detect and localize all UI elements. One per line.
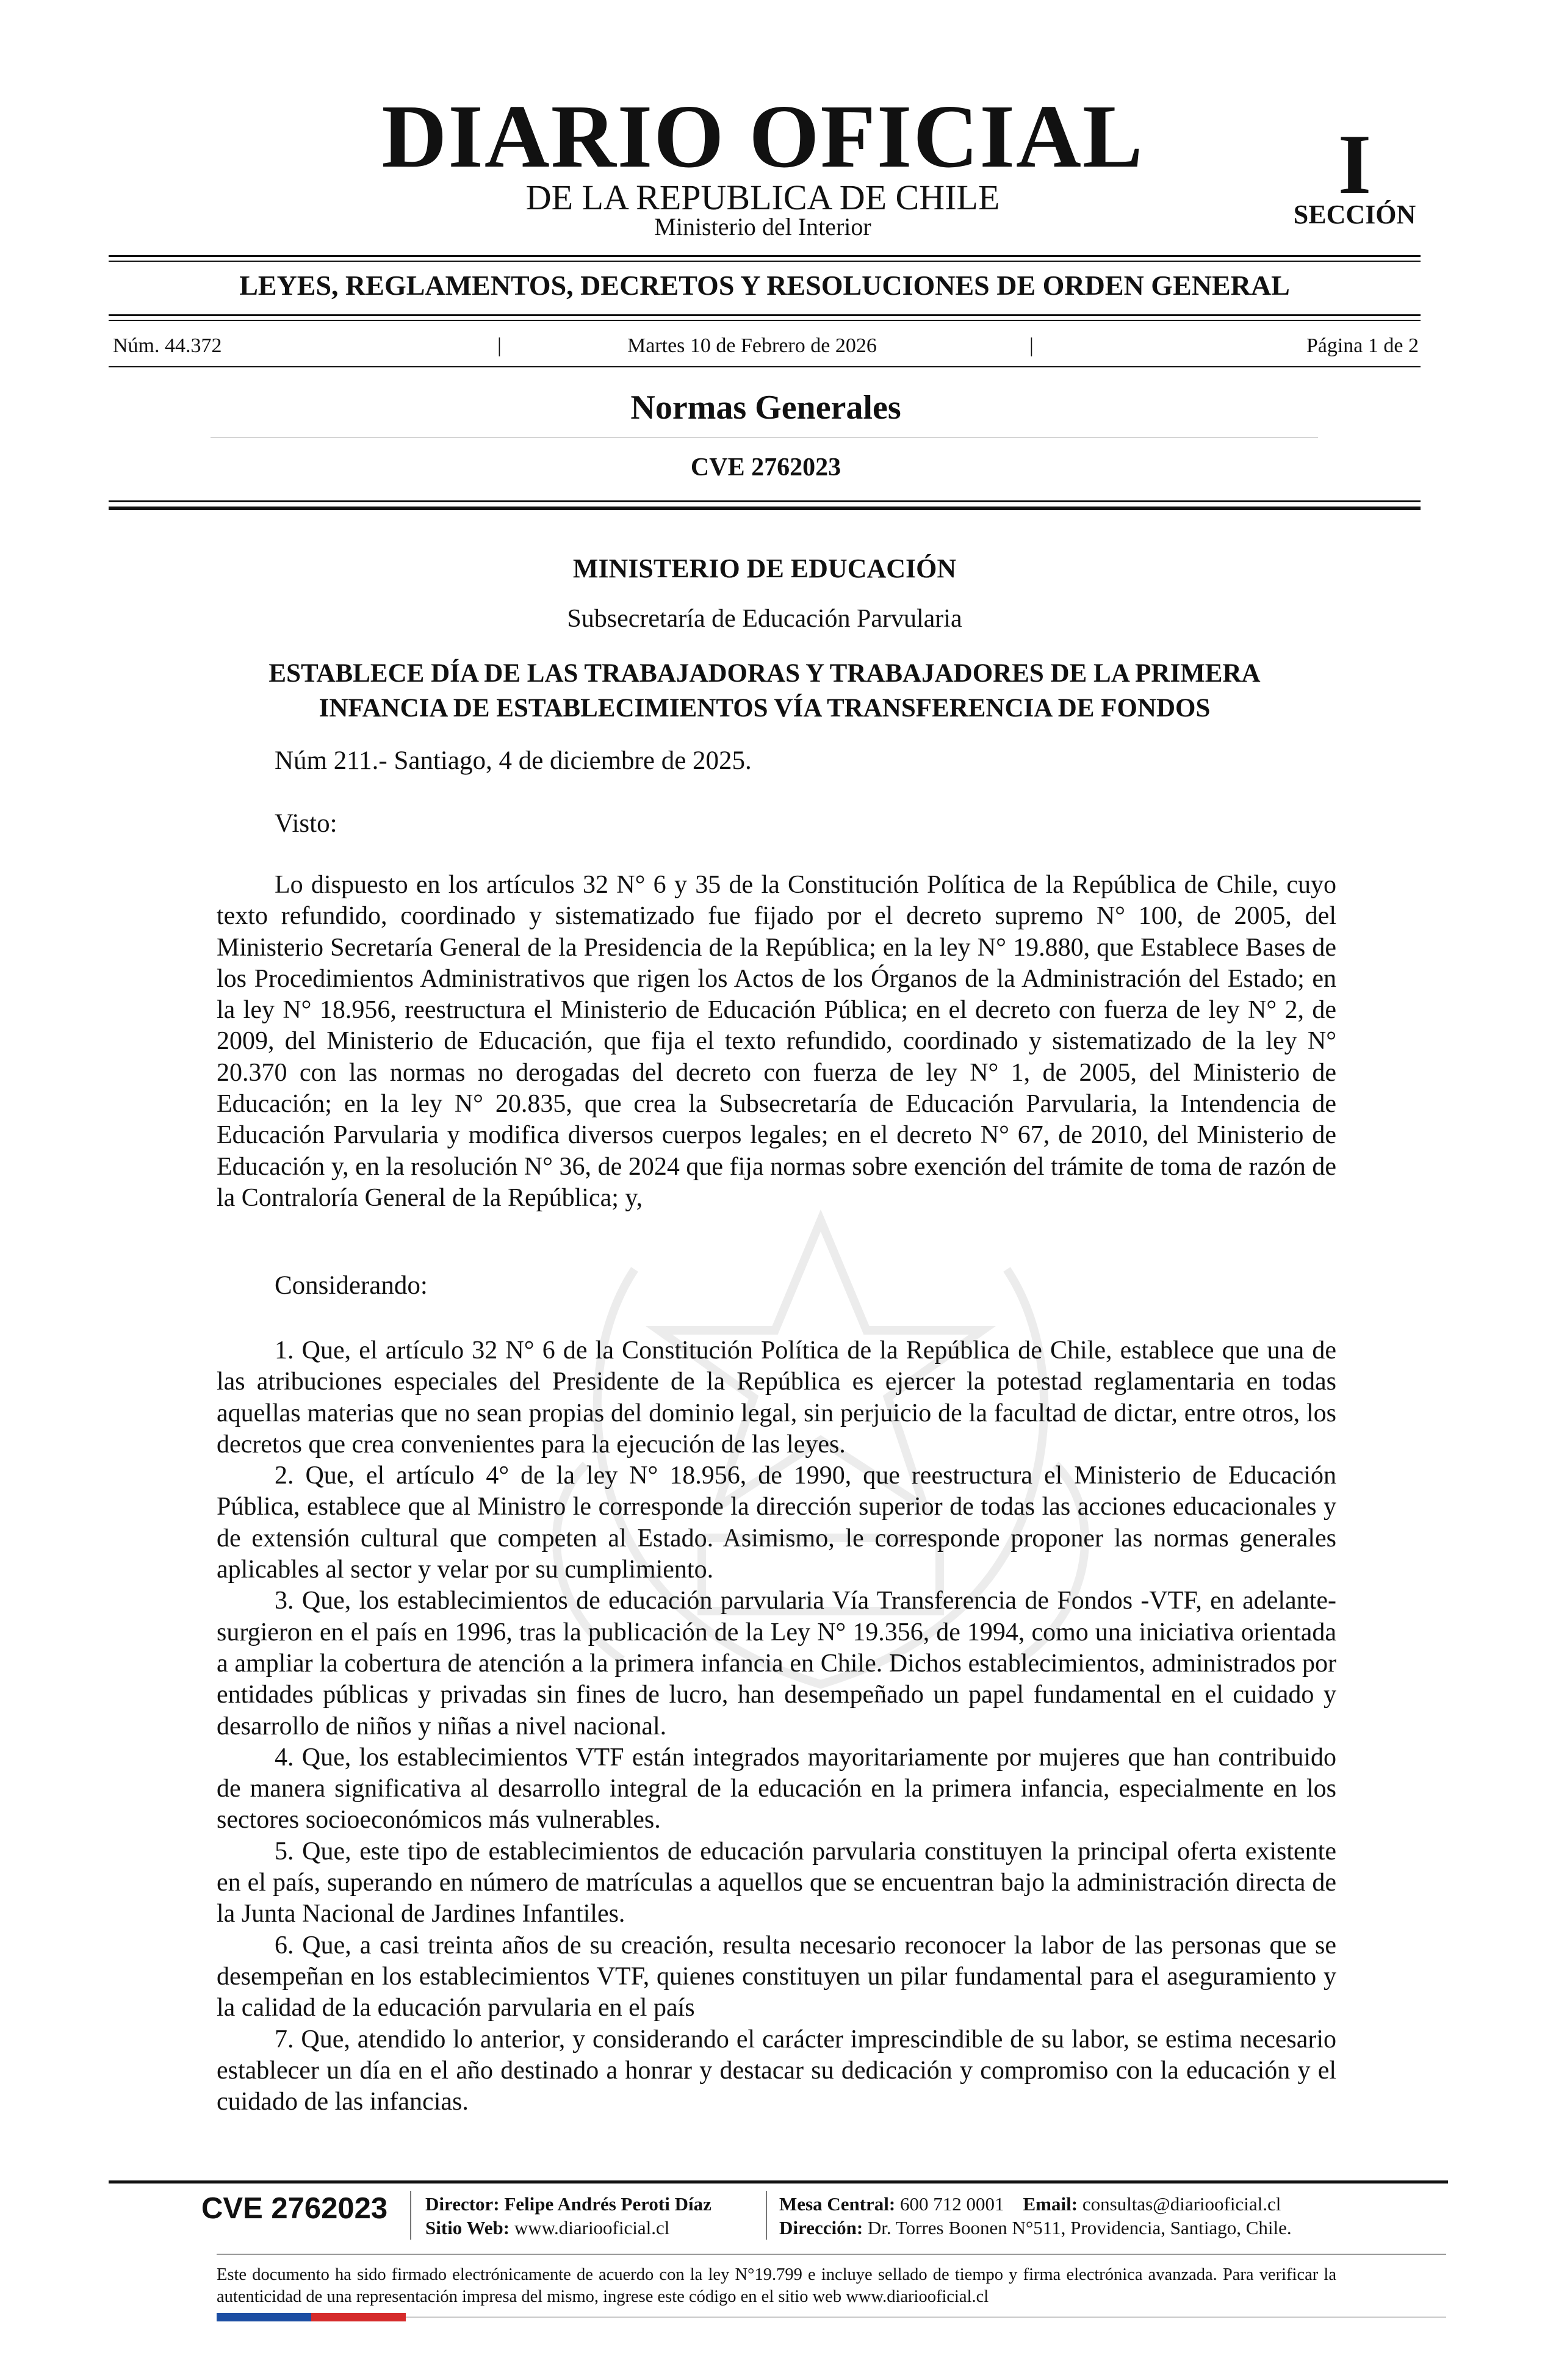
document-ministry: MINISTERIO DE EDUCACIÓN bbox=[572, 554, 957, 583]
masthead-title: DIARIO OFICIAL bbox=[381, 87, 1144, 187]
document-title-line-2: INFANCIA DE ESTABLECIMIENTOS VÍA TRANSFERENCIA DE FONDOS bbox=[319, 694, 1211, 723]
footer-phone: 600 712 0001 bbox=[900, 2193, 1004, 2215]
issue-number: Núm. 44.372 bbox=[113, 334, 222, 357]
masthead-rule-top bbox=[109, 255, 1421, 257]
issue-date: Martes 10 de Febrero de 2026 bbox=[627, 334, 877, 357]
footer-website-label: Sitio Web: bbox=[425, 2217, 510, 2238]
masthead-rule-top-2 bbox=[109, 261, 1421, 262]
considerando-item-4: 4. Que, los establecimientos VTF están integrados mayoritariamente por mujeres que han contribuido de manera significativa al desarrollo integral de la educación en la primera infancia, especialmente en los sectores socioeconómicos más vulnerables. bbox=[217, 1743, 1336, 1834]
flag-stripe-line bbox=[406, 2317, 1446, 2318]
considerando-label: Considerando: bbox=[275, 1271, 428, 1300]
cve-code: CVE 2762023 bbox=[690, 453, 841, 481]
footer-rule bbox=[109, 2180, 1448, 2183]
footer-separator-1 bbox=[410, 2191, 411, 2240]
footer-address-label: Dirección: bbox=[779, 2217, 863, 2238]
footer-director-line bbox=[425, 2192, 755, 2216]
considerando-item-5: 5. Que, este tipo de establecimientos de educación parvularia constituyen la principal oferta existente en el país, superando en número de matrículas a aquellos que se encuentran bajo la administración directa de la Junta Nacional de Jardines Infantiles. bbox=[217, 1837, 1336, 1928]
footer-email-label: Email: bbox=[1023, 2193, 1078, 2215]
considerando-item-2: 2. Que, el artículo 4° de la ley N° 18.956, de 1990, que reestructura el Ministerio de Educación Pública, establece que al Ministro le corresponde la dirección superior de todas las acciones educacionales y de extensión cultural que competen al Estado. Asimismo, le corresponde proponer las normas generales aplicables al sector y velar por su cumplimiento. bbox=[217, 1462, 1336, 1584]
considerando-item-1: 1. Que, el artículo 32 N° 6 de la Constitución Política de la República de Chile, establece que una de las atribuciones especiales del Presidente de la República es ejercer la potestad reglamentaria en todas aquellas materias que no sean propias del dominio legal, sin perjuicio de la facultad de dictar, entre otros, los decretos que crea convenientes para la ejecución de las leyes. bbox=[217, 1336, 1336, 1459]
section-title: Normas Generales bbox=[630, 389, 901, 427]
footer-separator-2 bbox=[766, 2191, 767, 2240]
footer-email-link[interactable]: consultas@diariooficial.cl bbox=[1082, 2193, 1281, 2215]
header-rule-thick bbox=[109, 500, 1421, 502]
footer-website-link[interactable]: www.diariooficial.cl bbox=[514, 2217, 670, 2238]
masthead-subtitle: DE LA REPUBLICA DE CHILE bbox=[525, 178, 1000, 217]
decree-number-line: Núm 211.- Santiago, 4 de diciembre de 2025. bbox=[275, 746, 752, 775]
footer-director-name: Felipe Andrés Peroti Díaz bbox=[504, 2193, 711, 2215]
considerando-item-3: 3. Que, los establecimientos de educación parvularia Vía Transferencia de Fondos -VTF, en adelante- surgieron en el país en 1996, tras la publicación de la Ley N° 19.356, de 1994, como una iniciativa orientada a ampliar la cobertura de atención a la primera infancia en Chile. Dichos establecimientos, administrados por entidades públicas y privadas sin fines de lucro, han desempeñado un papel fundamental en el cuidado y desarrollo de niños y niñas a nivel nacional. bbox=[217, 1587, 1336, 1740]
flag-stripe-blue bbox=[217, 2313, 311, 2321]
laws-rule-bottom-2 bbox=[109, 320, 1421, 321]
considerando-item-6: 6. Que, a casi treinta años de su creación, resulta necesario reconocer la labor de las personas que se desempeñan en los establecimientos VTF, quienes constituyen un pilar fundamental para el aseguramiento y la calidad de la educación parvularia en el país bbox=[217, 1931, 1336, 2022]
visto-paragraph: Lo dispuesto en los artículos 32 N° 6 y 35 de la Constitución Política de la República de Chile, cuyo texto refundido, coordinado y sistematizado fue fijado por el decreto supremo N° 100, de 2005, del Ministerio Secretaría General de la Presidencia de la República; en la ley N° 19.880, que Establece Bases de los Procedimientos Administrativos que rigen los Actos de los Órganos de la Administración del Estado; en la ley N° 18.956, reestructura el Ministerio de Educación Pública; en el decreto con fuerza de ley N° 2, de 2009, del Ministerio de Educación, que fija el texto refundido, coordinado y sistematizado de la ley N° 20.370 con las normas no derogadas del decreto con fuerza de ley N° 1, de 2005, del Ministerio de Educación; en la ley N° 20.835, que crea la Subsecretaría de Educación Parvularia, la Intendencia de Educación Parvularia y modifica diversos cuerpos legales; en el decreto N° 67, de 2010, del Ministerio de Educación y, en la resolución N° 36, de 2024 que fija normas sobre exención del trámite de toma de razón de la Contraloría General de la República; y, bbox=[217, 871, 1336, 1212]
section-title-divider bbox=[211, 437, 1318, 438]
visto-label: Visto: bbox=[275, 809, 337, 838]
considerandos-list bbox=[217, 1335, 1336, 2118]
flag-stripe-red bbox=[311, 2313, 406, 2321]
masthead-ministry: Ministerio del Interior bbox=[654, 213, 871, 240]
footer-director-block bbox=[425, 2192, 755, 2240]
section-number: I bbox=[1338, 117, 1372, 212]
footer-address-line bbox=[779, 2216, 1438, 2240]
issue-separator-1: | bbox=[497, 334, 502, 357]
section-label: SECCIÓN bbox=[1293, 200, 1416, 229]
document-title-line-1: ESTABLECE DÍA DE LAS TRABAJADORAS Y TRABAJADORES DE LA PRIMERA bbox=[268, 659, 1261, 688]
footer-thin-rule bbox=[217, 2254, 1446, 2255]
footer-contact-block bbox=[779, 2192, 1438, 2240]
document-subsecretariat: Subsecretaría de Educación Parvularia bbox=[567, 605, 962, 633]
footer-director-label: Director: bbox=[425, 2193, 500, 2215]
laws-banner: LEYES, REGLAMENTOS, DECRETOS Y RESOLUCIONES DE ORDEN GENERAL bbox=[239, 270, 1290, 301]
issue-separator-2: | bbox=[1029, 334, 1034, 357]
footer-address: Dr. Torres Boonen N°511, Providencia, Santiago, Chile. bbox=[867, 2217, 1292, 2238]
footer-phone-email-line bbox=[779, 2192, 1438, 2216]
footer-phone-label: Mesa Central: bbox=[779, 2193, 896, 2215]
footer-cve-code: CVE 2762023 bbox=[201, 2192, 388, 2225]
footer-website-line bbox=[425, 2216, 755, 2240]
page-number: Página 1 de 2 bbox=[1306, 334, 1419, 357]
header-rule-thick-2 bbox=[109, 507, 1421, 510]
info-rule-bottom bbox=[109, 366, 1421, 367]
laws-rule-bottom bbox=[109, 314, 1421, 316]
footer-legal-note: Este documento ha sido firmado electrónicamente de acuerdo con la ley N°19.799 e incluye sellado de tiempo y firma electrónica avanzada. Para verificar la autenticidad de una representación impresa del mismo, ingrese este código en el sitio web www.diariooficial.cl bbox=[217, 2265, 1336, 2306]
considerando-item-7: 7. Que, atendido lo anterior, y considerando el carácter imprescindible de su labor, se estima necesario establecer un día en el año destinado a honrar y destacar su dedicación y compromiso con la educación y el cuidado de las infancias. bbox=[217, 2025, 1336, 2116]
issue-info-bar bbox=[113, 333, 1419, 359]
document-title bbox=[109, 656, 1421, 726]
